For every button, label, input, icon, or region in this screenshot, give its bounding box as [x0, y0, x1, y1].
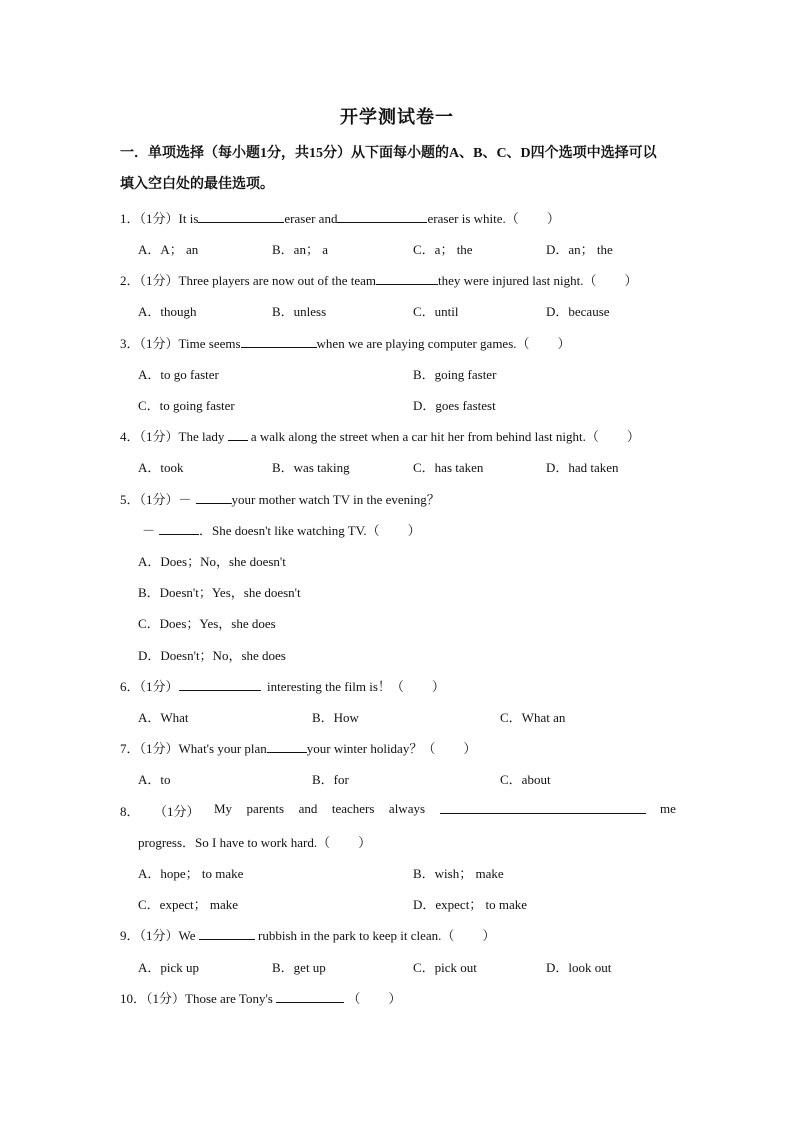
question-text: progress．So I have to work hard.（ — [138, 835, 331, 850]
question-text: It is — [178, 211, 199, 226]
option-b[interactable]: B．for — [312, 772, 349, 787]
close-paren: ） — [388, 991, 402, 1006]
question-score: （1分） — [139, 273, 179, 288]
close-paren: ） — [626, 429, 640, 444]
option-d[interactable]: D．because — [546, 304, 610, 319]
answer-blank[interactable] — [241, 335, 317, 348]
question-number: 6． — [120, 679, 140, 694]
section-heading — [120, 138, 680, 200]
question-word: always — [388, 801, 426, 816]
question-6 — [120, 676, 445, 695]
option-b[interactable]: B．get up — [272, 960, 326, 975]
question-1 — [120, 208, 560, 227]
answer-blank[interactable] — [199, 927, 255, 940]
option-a[interactable]: A．What — [138, 710, 189, 725]
question-number: 3． — [120, 336, 140, 351]
question-number: 2． — [120, 273, 140, 288]
close-paren: ） — [463, 741, 477, 756]
close-paren: ） — [407, 523, 421, 538]
question-score: （1分） — [154, 804, 200, 819]
question-2 — [120, 270, 638, 289]
question-text: your winter holiday？（ — [306, 741, 436, 756]
question-word: parents — [246, 801, 285, 816]
option-a[interactable]: A．A； an — [138, 242, 199, 257]
question-number: 4． — [120, 429, 140, 444]
close-paren: ） — [358, 835, 372, 850]
question-word: me — [660, 801, 676, 816]
question-text: a walk along the street when a car hit her from behind last night.（ — [250, 429, 599, 444]
answer-blank[interactable] — [159, 522, 199, 535]
option-c[interactable]: C．expect； make — [138, 897, 238, 912]
answer-blank[interactable] — [198, 210, 284, 223]
page-title: 开学测试卷一 — [340, 107, 454, 127]
question-text: Time seems — [178, 336, 241, 351]
dash: － — [142, 523, 156, 538]
option-b[interactable]: B．Doesn't；Yes，she doesn't — [138, 585, 301, 600]
question-text: eraser and — [284, 211, 338, 226]
question-5-line2 — [142, 520, 421, 539]
option-c[interactable]: C．What an — [500, 710, 566, 725]
close-paren: ） — [546, 211, 560, 226]
question-score: （1分） — [139, 429, 179, 444]
question-text: interesting the film is！（ — [267, 679, 404, 694]
question-text: rubbish in the park to keep it clean.（ — [258, 928, 455, 943]
close-paren: ） — [557, 336, 571, 351]
question-9 — [120, 925, 495, 944]
question-number: 1． — [120, 211, 140, 226]
option-d[interactable]: D．had taken — [546, 460, 619, 475]
question-word: teachers — [331, 801, 375, 816]
answer-blank[interactable] — [196, 491, 232, 504]
option-b[interactable]: B．an； a — [272, 242, 328, 257]
question-10 — [120, 988, 401, 1007]
question-text: when we are playing computer games.（ — [316, 336, 530, 351]
answer-blank[interactable] — [440, 801, 646, 814]
dash: － — [178, 492, 192, 507]
question-8 — [120, 801, 676, 820]
option-a[interactable]: A．Does；No，she doesn't — [138, 554, 286, 569]
question-text: they were injured last night.（ — [437, 273, 597, 288]
question-score: （1分） — [139, 679, 179, 694]
option-a[interactable]: A．to — [138, 772, 171, 787]
option-c[interactable]: C．about — [500, 772, 551, 787]
answer-blank[interactable] — [276, 990, 344, 1003]
option-d[interactable]: D．an； the — [546, 242, 613, 257]
option-a[interactable]: A．pick up — [138, 960, 200, 975]
section-heading-line1: 一．单项选择（每小题1分，共15分）从下面每小题的A、B、C、D四个选项中选择可以 — [120, 146, 657, 161]
question-text: Those are Tony's — [185, 991, 273, 1006]
option-a[interactable]: A．hope； to make — [138, 866, 244, 881]
question-text: eraser is white.（ — [427, 211, 519, 226]
question-4 — [120, 426, 640, 445]
question-score: （1分） — [139, 741, 179, 756]
close-paren: ） — [482, 928, 496, 943]
answer-blank[interactable] — [376, 272, 438, 285]
option-c[interactable]: C．until — [413, 304, 459, 319]
option-d[interactable]: D．expect； to make — [413, 897, 528, 912]
option-d[interactable]: D．Doesn't；No，she does — [138, 648, 286, 663]
question-5 — [120, 489, 440, 508]
option-d[interactable]: D．goes fastest — [413, 398, 496, 413]
option-b[interactable]: B．unless — [272, 304, 327, 319]
question-word: My — [214, 801, 233, 816]
question-number: 7． — [120, 741, 140, 756]
option-c[interactable]: C．to going faster — [138, 398, 235, 413]
question-score: （1分） — [139, 492, 179, 507]
question-score: （1分） — [146, 991, 186, 1006]
option-c[interactable]: C．has taken — [413, 460, 484, 475]
option-c[interactable]: C．a； the — [413, 242, 473, 257]
question-score: （1分） — [139, 211, 179, 226]
option-c[interactable]: C．Does；Yes，she does — [138, 616, 276, 631]
option-a[interactable]: A．took — [138, 460, 184, 475]
answer-blank[interactable] — [267, 740, 307, 753]
section-heading-line2: 填入空白处的最佳选项。 — [120, 177, 274, 192]
question-number: 10． — [120, 991, 147, 1006]
question-text: What's your plan — [178, 741, 267, 756]
close-paren: ） — [431, 679, 445, 694]
question-text: We — [178, 928, 196, 943]
question-8-line2 — [138, 832, 371, 851]
question-score: （1分） — [139, 336, 179, 351]
question-number: 5． — [120, 492, 140, 507]
question-score: （1分） — [139, 928, 179, 943]
answer-blank[interactable] — [228, 428, 248, 441]
option-b[interactable]: B．How — [312, 710, 359, 725]
question-text: The lady — [178, 429, 225, 444]
question-7 — [120, 738, 476, 757]
option-d[interactable]: D．look out — [546, 960, 612, 975]
open-paren: （ — [347, 991, 361, 1006]
option-b[interactable]: B．going faster — [413, 367, 497, 382]
option-b[interactable]: B．was taking — [272, 460, 350, 475]
answer-blank[interactable] — [179, 678, 261, 691]
close-paren: ） — [624, 273, 638, 288]
question-number: 9． — [120, 928, 140, 943]
question-text: your mother watch TV in the evening？ — [231, 492, 440, 507]
option-b[interactable]: B．wish； make — [413, 866, 504, 881]
option-a[interactable]: A．to go faster — [138, 367, 219, 382]
option-a[interactable]: A．though — [138, 304, 197, 319]
question-number: 8． — [120, 804, 140, 819]
question-3 — [120, 333, 571, 352]
option-c[interactable]: C．pick out — [413, 960, 477, 975]
question-text: Three players are now out of the team — [178, 273, 376, 288]
answer-blank[interactable] — [337, 210, 427, 223]
question-word: and — [298, 801, 318, 816]
question-text: ．She doesn't like watching TV.（ — [199, 523, 380, 538]
